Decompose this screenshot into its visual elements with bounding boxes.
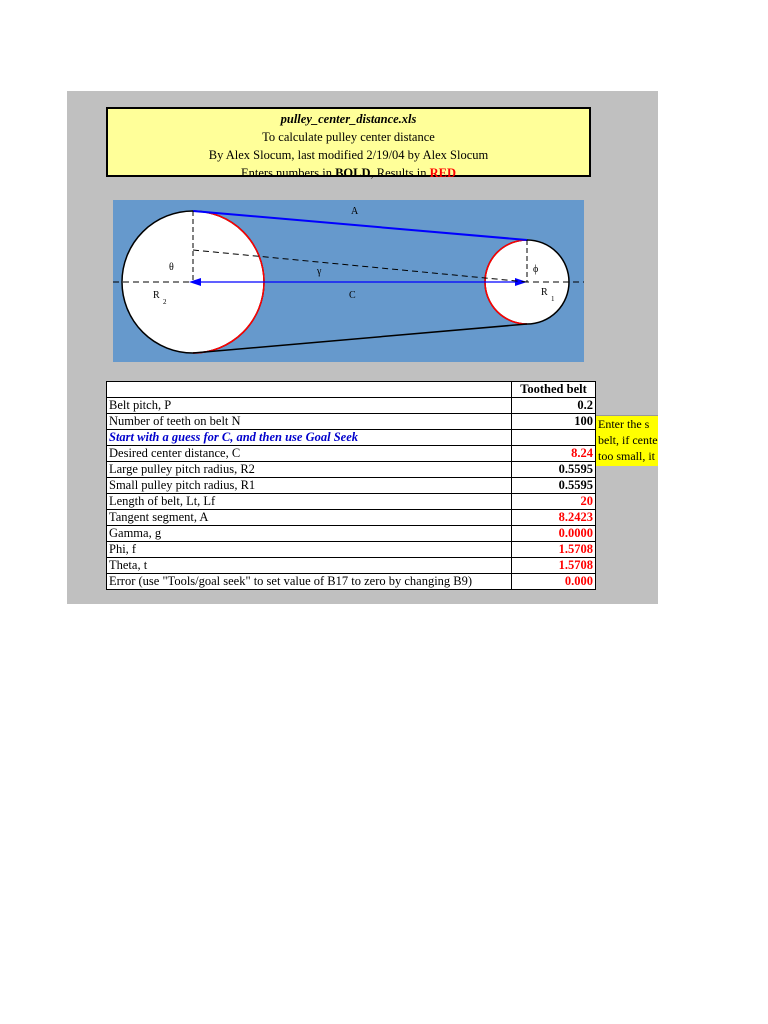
- row-label[interactable]: Length of belt, Lt, Lf: [107, 494, 512, 510]
- table-row: [107, 414, 596, 430]
- label-r2: R: [153, 290, 160, 301]
- calculation-table: [106, 381, 596, 590]
- row-label[interactable]: Error (use "Tools/goal seek" to set value of B17 to zero by changing B9): [107, 574, 512, 590]
- legend-red: RED: [429, 166, 456, 180]
- row-label[interactable]: Gamma, g: [107, 526, 512, 542]
- table-header-row: [107, 382, 596, 398]
- column-header-toothed-belt[interactable]: Toothed belt: [512, 382, 596, 398]
- label-c: C: [349, 290, 356, 301]
- belt-length-value[interactable]: 20: [512, 494, 596, 510]
- row-label[interactable]: Number of teeth on belt N: [107, 414, 512, 430]
- goal-seek-instruction[interactable]: Start with a guess for C, and then use Goal Seek: [107, 430, 512, 446]
- pulley-diagram: [113, 200, 584, 362]
- table-row: [107, 526, 596, 542]
- table-row: [107, 494, 596, 510]
- legend-prefix: Enters numbers in: [241, 166, 336, 180]
- label-r1: R: [541, 287, 548, 298]
- instruction-note: [596, 415, 658, 466]
- table-row: [107, 558, 596, 574]
- table-row: [107, 542, 596, 558]
- tangent-segment-value[interactable]: 8.2423: [512, 510, 596, 526]
- table-row: [107, 574, 596, 590]
- belt-pitch-input[interactable]: 0.2: [512, 398, 596, 414]
- center-distance-value[interactable]: 8.24: [512, 446, 596, 462]
- author-line: By Alex Slocum, last modified 2/19/04 by Alex Slocum: [208, 148, 489, 162]
- row-label[interactable]: Theta, t: [107, 558, 512, 574]
- legend-bold: BOLD: [335, 166, 371, 180]
- gamma-value[interactable]: 0.0000: [512, 526, 596, 542]
- empty-value-cell[interactable]: [512, 430, 596, 446]
- phi-value[interactable]: 1.5708: [512, 542, 596, 558]
- label-r1-sub: 1: [551, 295, 555, 303]
- legend-mid: , Results in: [370, 166, 430, 180]
- label-gamma: γ: [317, 266, 322, 277]
- table-row: [107, 398, 596, 414]
- table-row: [107, 462, 596, 478]
- label-r2-sub: 2: [163, 298, 167, 306]
- row-label[interactable]: Large pulley pitch radius, R2: [107, 462, 512, 478]
- file-name: pulley_center_distance.xls: [280, 112, 417, 126]
- row-label[interactable]: Belt pitch, P: [107, 398, 512, 414]
- row-label[interactable]: Desired center distance, C: [107, 446, 512, 462]
- header-empty-cell[interactable]: [107, 382, 512, 398]
- title-box: [106, 107, 591, 180]
- label-phi: ϕ: [533, 264, 539, 275]
- table-row: [107, 446, 596, 462]
- large-radius-input[interactable]: 0.5595: [512, 462, 596, 478]
- row-label[interactable]: Phi, f: [107, 542, 512, 558]
- theta-value[interactable]: 1.5708: [512, 558, 596, 574]
- subtitle: To calculate pulley center distance: [262, 130, 435, 144]
- table-row: [107, 510, 596, 526]
- label-a: A: [351, 206, 359, 217]
- note-line: Enter the s: [598, 417, 650, 431]
- label-theta: θ: [169, 262, 174, 273]
- note-line: too small, it: [598, 449, 655, 463]
- legend-line: [108, 164, 589, 182]
- error-value[interactable]: 0.000: [512, 574, 596, 590]
- row-label[interactable]: Tangent segment, A: [107, 510, 512, 526]
- row-label[interactable]: Small pulley pitch radius, R1: [107, 478, 512, 494]
- small-radius-input[interactable]: 0.5595: [512, 478, 596, 494]
- pulley-diagram-svg: [113, 200, 584, 362]
- table-row: [107, 478, 596, 494]
- teeth-count-input[interactable]: 100: [512, 414, 596, 430]
- table-row: [107, 430, 596, 446]
- note-line: belt, if cente: [598, 433, 658, 447]
